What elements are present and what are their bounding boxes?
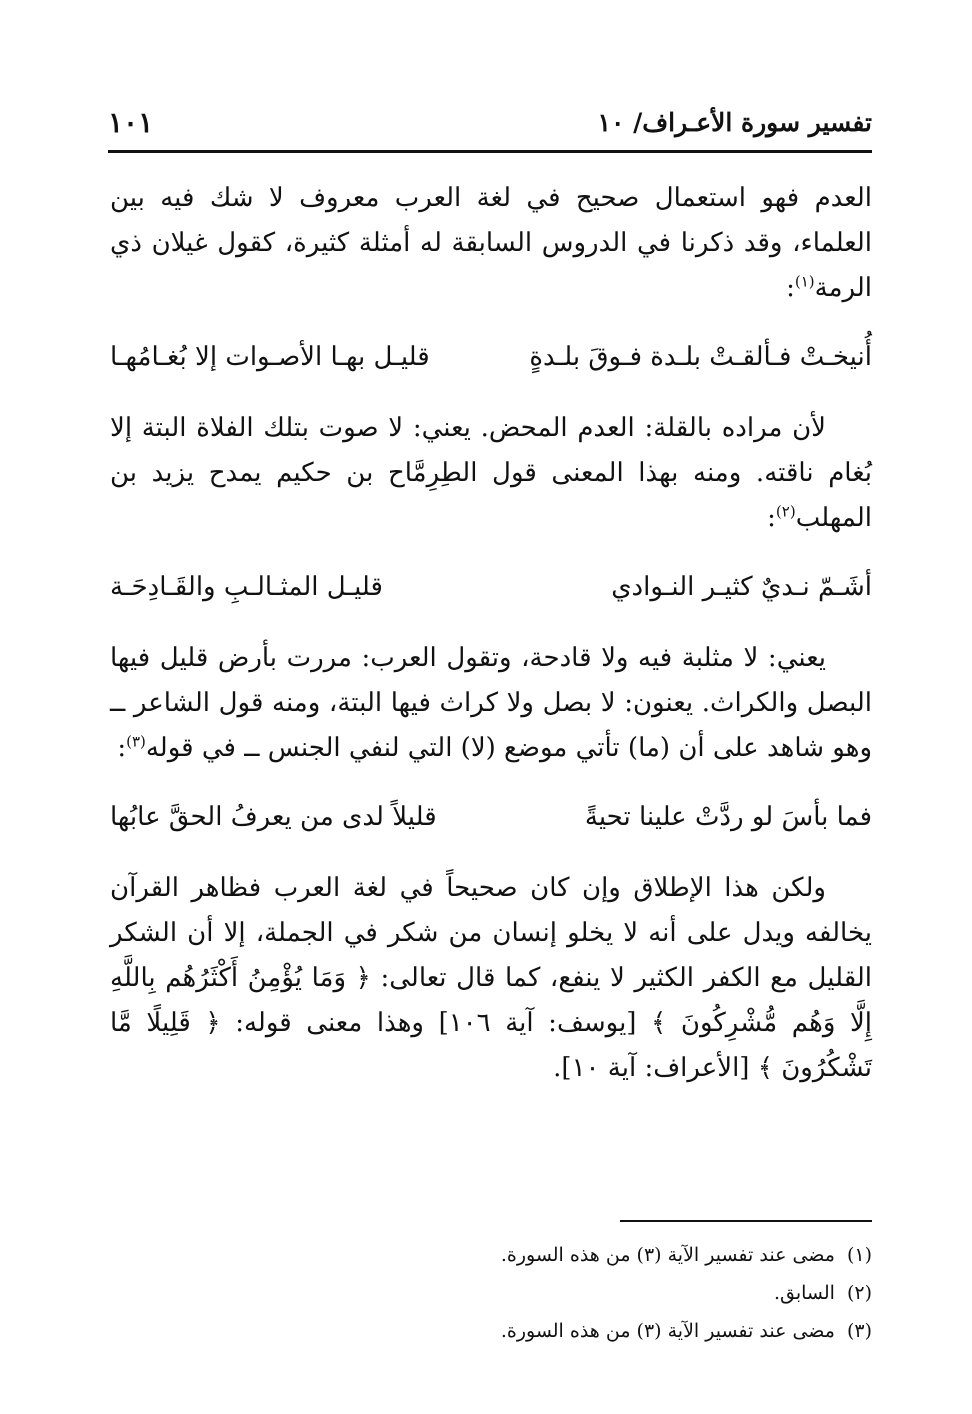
- paragraph: لأن مراده بالقلة: العدم المحض. يعني: لا صوت بتلك الفلاة البتة إلا بُغام ناقته. ومنه بهذا المعنى قول الطِرِمَّاح بن حكيم يمدح يزيد بن المهلب$^{(٢)}$:: [110, 413, 872, 533]
- verse-first-hemistich: فما بأسَ لو ردَّتْ علينا تحيةً: [584, 802, 872, 832]
- poetry-verse: [110, 335, 872, 380]
- footnote-number: (١): [846, 1244, 872, 1266]
- verse-first-hemistich: أُنيخـتْ فـألقـتْ بلـدة فـوقَ بلـدةٍ: [529, 342, 872, 372]
- poetry-verse: [110, 565, 872, 610]
- header-divider: [108, 150, 872, 153]
- footnote-text: مضى عند تفسير الآية (٣) من هذه السورة.: [500, 1320, 835, 1342]
- footnote-text: مضى عند تفسير الآية (٣) من هذه السورة.: [500, 1244, 835, 1266]
- footnote: [300, 1274, 872, 1312]
- footnote-ref: (٢): [775, 502, 796, 521]
- footnote-ref: (٣): [126, 732, 146, 751]
- footnote-number: (٣): [846, 1320, 872, 1342]
- verse-second-hemistich: قليلاً لدى من يعرفُ الحقَّ عابُها: [110, 802, 437, 832]
- page-number: ١٠١: [108, 106, 154, 139]
- paragraph: العدم فهو استعمال صحيح في لغة العرب معروف لا شك فيه بين العلماء، وقد ذكرنا في الدروس السابقة له أمثلة كثيرة، كقول غيلان ذي الرمة$^{(١)}$:: [110, 183, 872, 303]
- paragraph: يعني: لا مثلبة فيه ولا قادحة، وتقول العرب: مررت بأرض قليل فيها البصل والكراث. يعنون: لا بصل ولا كراث فيها البتة، ومنه قول الشاعر ــ وهو شاهد على أن (ما) تأتي موضع (لا) التي لنفي الجنس ــ في قوله$^{(٣)}$:: [110, 643, 872, 763]
- running-header: [108, 104, 872, 148]
- footnote-ref: (١): [794, 272, 815, 291]
- footnote-number: (٢): [846, 1282, 872, 1304]
- verse-second-hemistich: قليـل المثـالـبِ والقَـادِحَـة: [110, 572, 383, 602]
- paragraph: ولكن هذا الإطلاق وإن كان صحيحاً في لغة العرب فظاهر القرآن يخالفه ويدل على أنه لا يخلو إنسان من شكر في الجملة، إلا أن الشكر القليل مع الكفر الكثير لا ينفع، كما قال تعالى: ﴿ وَمَا يُؤْمِنُ أَكْثَرُهُم بِاللَّهِ إِلَّا وَهُم مُّشْرِكُونَ ﴾ [يوسف: آية ١٠٦] وهذا معنى قوله: ﴿ قَلِيلًا مَّا تَشْكُرُونَ ﴾ [الأعراف: آية ١٠].: [110, 873, 872, 1083]
- footnotes: [300, 1236, 872, 1350]
- running-title: تفسير سورة الأعـراف/ ١٠: [597, 108, 872, 137]
- verse-second-hemistich: قليـل بهـا الأصـوات إلا بُغـامُهـا: [110, 342, 430, 372]
- poetry-verse: [110, 795, 872, 840]
- footnote: [300, 1312, 872, 1350]
- footnote: [300, 1236, 872, 1274]
- verse-first-hemistich: أشَـمّ نـديٌ كثيـر النـوادي: [611, 572, 872, 602]
- main-text: [110, 176, 872, 1091]
- footnote-text: السابق.: [773, 1282, 835, 1304]
- footnote-divider: [620, 1220, 872, 1222]
